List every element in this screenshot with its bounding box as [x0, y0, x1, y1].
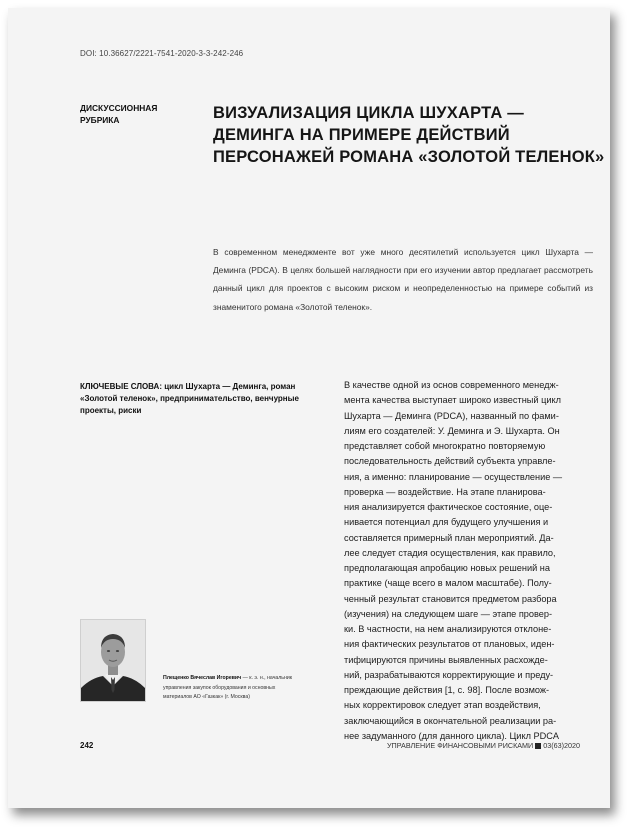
author-portrait-icon — [81, 620, 145, 701]
keywords-label: КЛЮЧЕВЫЕ СЛОВА: — [80, 382, 162, 391]
author-photo — [80, 619, 146, 702]
body-line: нивается потенциал для будущего улучшения и — [344, 517, 549, 528]
abstract: В современном менеджменте вот уже много десятилетий используется цикл Шухарта — Деминга (PDCA). В целях большей наглядности при его изучении автор предлагает рассмотреть данный цикл для проектов с высоким риском и неопределенностью на примере событий из знаменитого романа «Золотой теленок». — [213, 247, 593, 312]
body-line: ний, разрабатываются корректирующие и преду- — [344, 669, 554, 680]
body-line: ния фактических результатов от плановых, иден- — [344, 639, 555, 650]
title-line: ДЕМИНГА НА ПРИМЕРЕ ДЕЙСТВИЙ — [213, 126, 510, 144]
body-line: В качестве одной из основ современного менедж- — [344, 380, 559, 390]
journal-issue: 03(63)2020 — [543, 741, 580, 750]
body-line: тифицируются причины выявленных расхожде- — [344, 654, 548, 665]
body-line: представляет собой многократно повторяемую — [344, 441, 546, 451]
journal-page — [8, 8, 610, 808]
rubric — [80, 102, 190, 126]
body-line: лиям его создателей: У. Деминга и Э. Шухарта. Он — [344, 425, 560, 436]
body-line: ния анализируется фактическое состояние, оце- — [344, 502, 553, 512]
body-line: нее задуманного (для данного цикла). Цикл PDCA — [344, 730, 560, 741]
body-line: преждающие действия [1, с. 98]. После возмож- — [344, 685, 550, 695]
body-line: лее следует стадия осуществления, как правило, — [344, 547, 556, 558]
body-line: мента качества выступает широко известный цикл — [344, 395, 561, 406]
rubric-line: ДИСКУССИОННАЯ — [80, 103, 158, 113]
body-line: последовательность действий субъекта управле- — [344, 456, 556, 467]
title-line: ВИЗУАЛИЗАЦИЯ ЦИКЛА ШУХАРТА — — [213, 104, 524, 122]
body-line: практике (чаще всего в малом масштабе). Полу- — [344, 578, 552, 589]
body-line: проверка — воздействие. На этапе планирова- — [344, 486, 546, 497]
body-line: (изучения) на следующем шаге — этапе провер- — [344, 608, 553, 619]
doi: DOI: 10.36627/2221-7541-2020-3-3-242-246 — [80, 49, 244, 58]
author-info — [163, 674, 293, 703]
keywords-text: цикл Шухарта — Деминга, роман «Золотой теленок», предпринимательство, венчурные проекты, риски — [80, 382, 299, 415]
journal-name: УПРАВЛЕНИЕ ФИНАНСОВЫМИ РИСКАМИ — [386, 741, 534, 750]
author-name: Плещенко Вячеслав Игоревич — [163, 675, 242, 681]
body-line: Шухарта — Деминга (PDCA), названный по фами- — [344, 410, 559, 421]
keywords — [80, 381, 320, 417]
article-title — [213, 102, 608, 168]
body-line: ния, а именно: планирование — осуществление — — [344, 471, 563, 482]
rubric-line: РУБРИКА — [80, 115, 120, 125]
square-icon — [535, 743, 541, 749]
body-line: составляется примерный план мероприятий. Да- — [344, 532, 554, 543]
body-line: предполагающая апробацию новых решений на — [344, 563, 550, 573]
journal-footer — [387, 741, 580, 750]
author-details: — к. э. н., начальник управления закупок оборудования и основных материалов АО «Газкак» (г. Москва) — [163, 675, 293, 700]
body-line: ки. В частности, на нем анализируются отклоне- — [344, 624, 552, 634]
article-body — [344, 378, 596, 744]
body-line: заключающийся в окончательной реализации ра- — [344, 715, 557, 726]
title-line: ПЕРСОНАЖЕЙ РОМАНА «ЗОЛОТОЙ ТЕЛЕНОК» — [213, 148, 605, 166]
body-line: ченный результат становится предметом разбора — [344, 593, 557, 604]
page-number: 242 — [80, 741, 94, 750]
body-line: ных корректировок следует этап воздействия, — [344, 700, 541, 711]
